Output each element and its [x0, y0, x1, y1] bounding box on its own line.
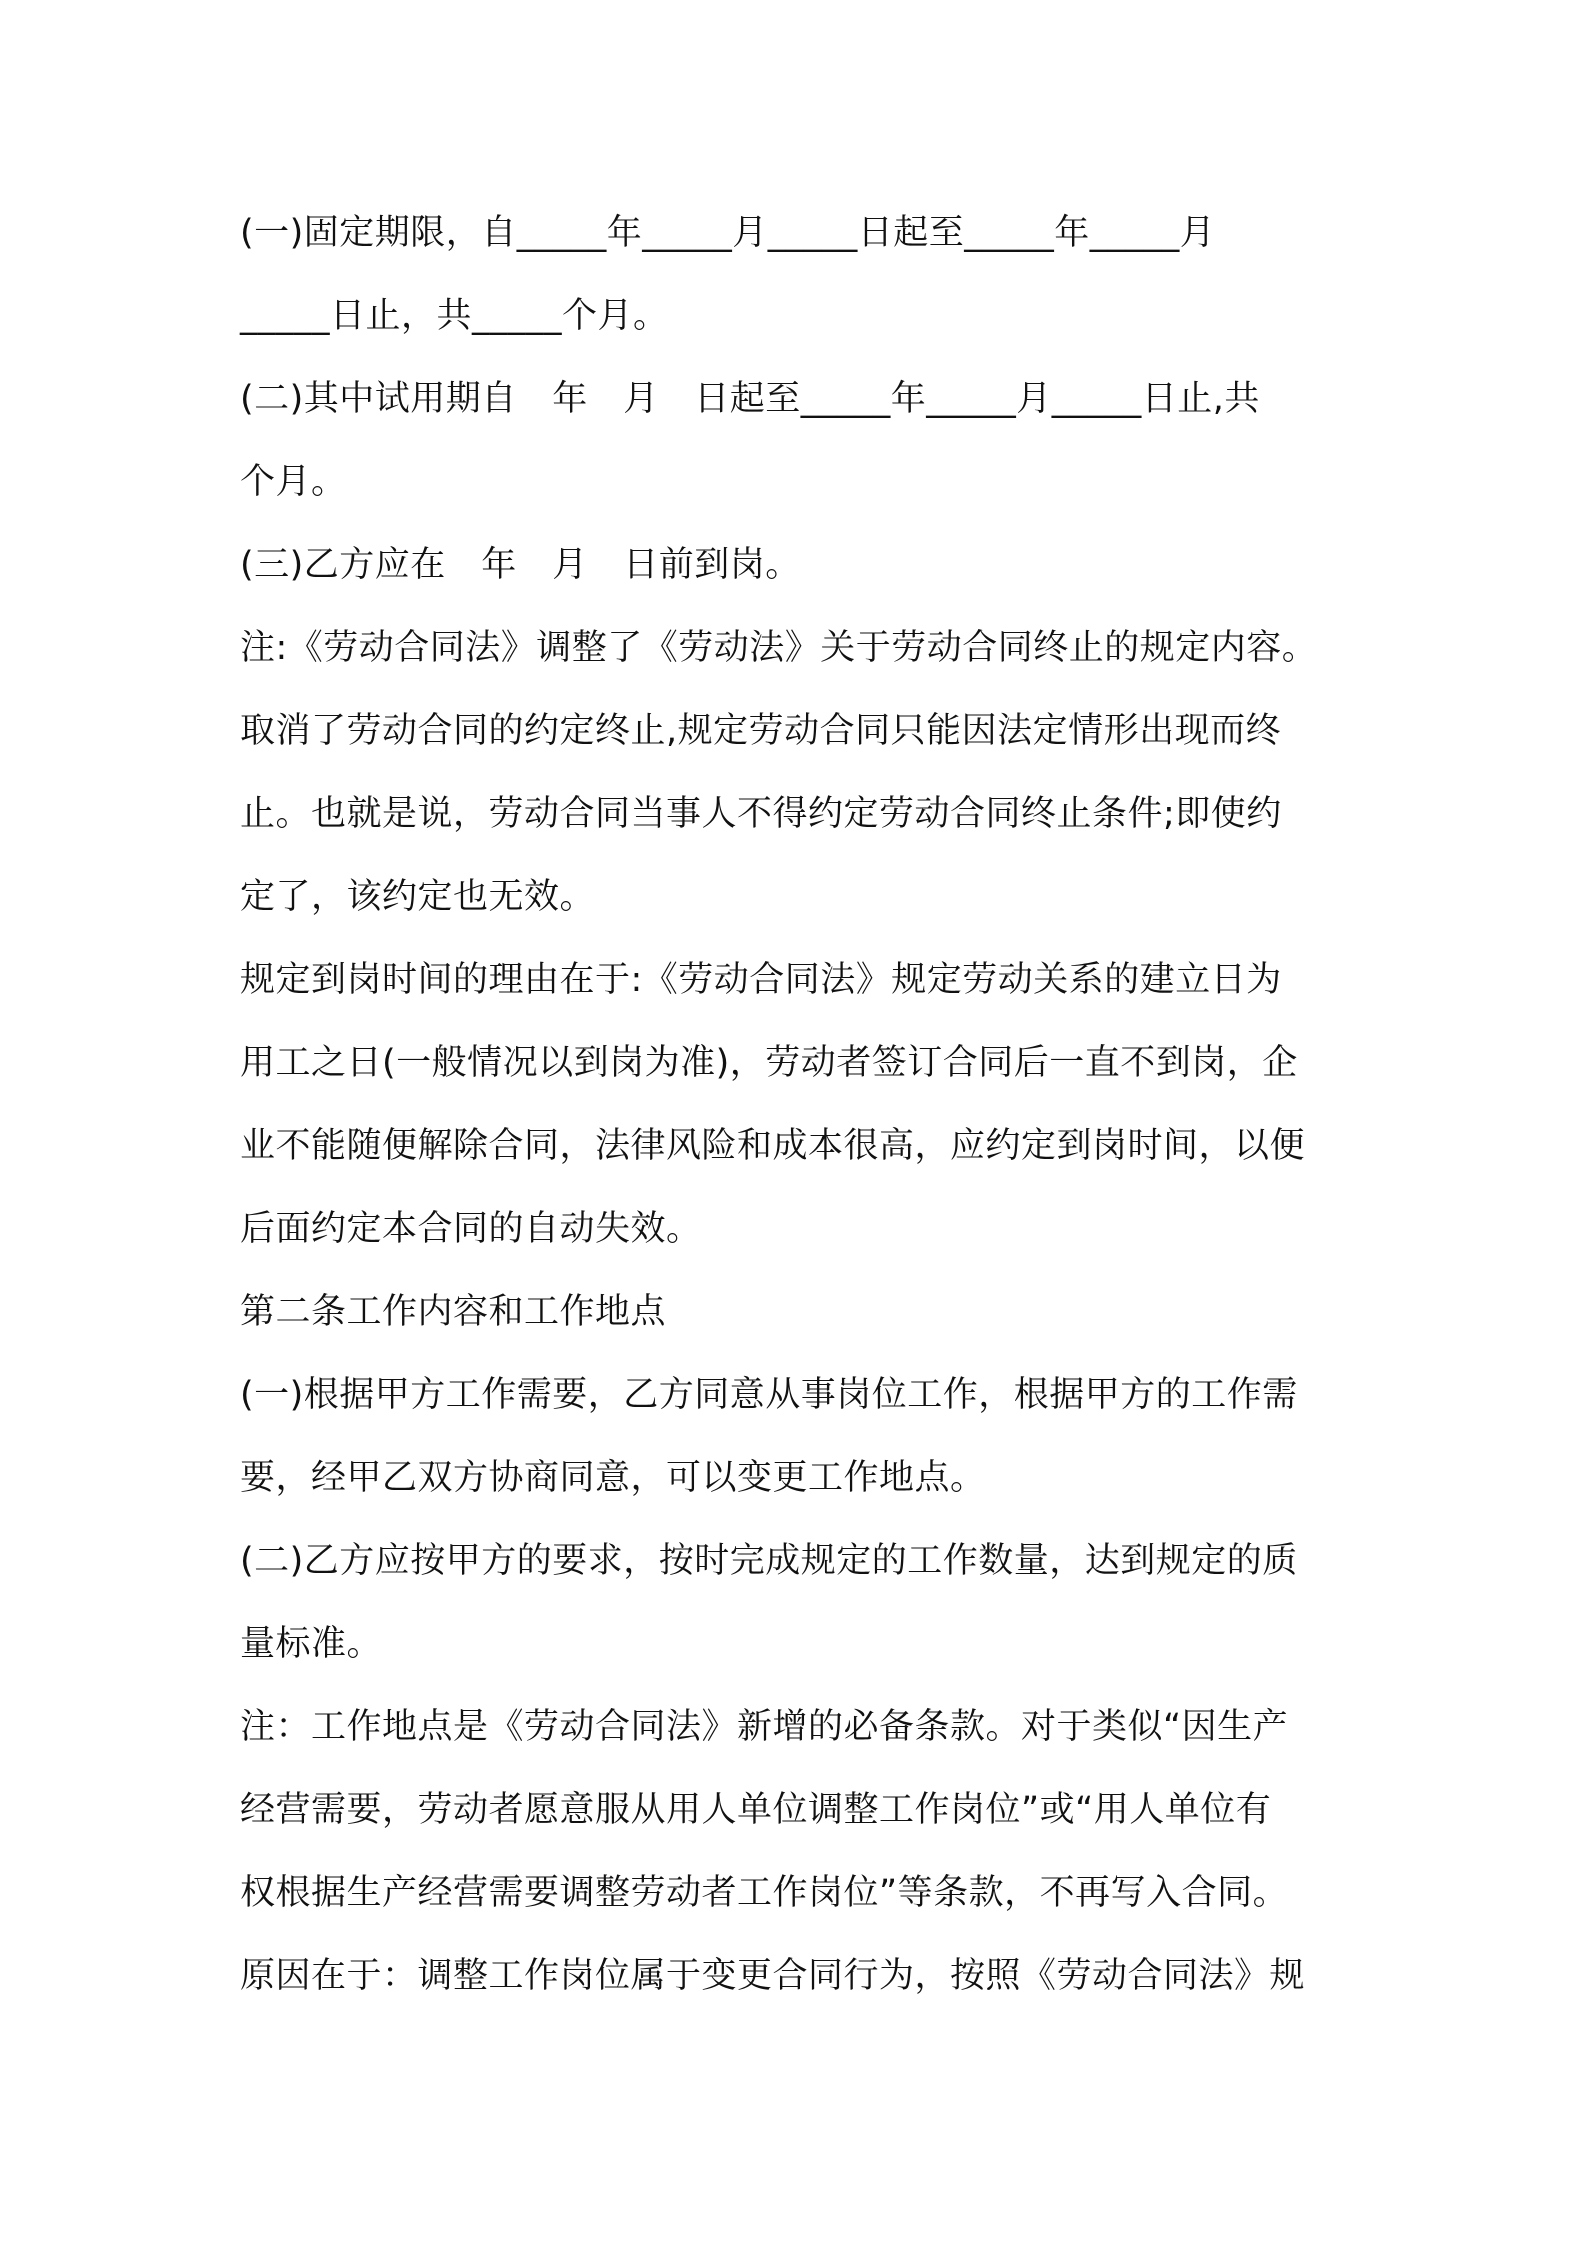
section-heading: 第二条工作内容和工作地点	[240, 1292, 667, 1332]
text-line: 原因在于：调整工作岗位属于变更合同行为，按照《劳动合同法》规	[240, 1956, 1306, 1996]
text-line: 取消了劳动合同的约定终止,规定劳动合同只能因法定情形出现而终	[240, 711, 1282, 751]
text-line: (一)根据甲方工作需要，乙方同意从事岗位工作，根据甲方的工作需	[240, 1375, 1298, 1415]
text-line: (二)乙方应按甲方的要求，按时完成规定的工作数量，达到规定的质	[240, 1541, 1298, 1581]
text-line: 定了，该约定也无效。	[240, 877, 596, 917]
text-line: 注：工作地点是《劳动合同法》新增的必备条款。对于类似“因生产	[240, 1707, 1289, 1747]
text-line: 权根据生产经营需要调整劳动者工作岗位”等条款，不再写入合同。	[240, 1873, 1289, 1913]
document-body	[240, 192, 1360, 2018]
text-line: 规定到岗时间的理由在于:《劳动合同法》规定劳动关系的建立日为	[240, 960, 1282, 1000]
text-line: 用工之日(一般情况以到岗为准)，劳动者签订合同后一直不到岗，企	[240, 1043, 1298, 1083]
text-line: (三)乙方应在 年 月 日前到岗。	[240, 545, 801, 585]
text-line: 止。也就是说，劳动合同当事人不得约定劳动合同终止条件;即使约	[240, 794, 1282, 834]
text-line: 量标准。	[240, 1624, 383, 1664]
text-line: 要，经甲乙双方协商同意，可以变更工作地点。	[240, 1458, 986, 1498]
text-line: (二)其中试用期自 年 月 日起至_____年_____月_____日止,共	[240, 379, 1260, 419]
text-line: (一)固定期限，自_____年_____月_____日起至_____年_____月	[240, 213, 1216, 253]
text-line: 注:《劳动合同法》调整了《劳动法》关于劳动合同终止的规定内容。	[240, 628, 1318, 668]
text-line: 业不能随便解除合同，法律风险和成本很高，应约定到岗时间，以便	[240, 1126, 1306, 1166]
text-line: 经营需要，劳动者愿意服从用人单位调整工作岗位”或“用人单位有	[240, 1790, 1272, 1830]
text-line: _____日止，共_____个月。	[240, 296, 669, 336]
text-line: 后面约定本合同的自动失效。	[240, 1209, 702, 1249]
text-line: 个月。	[240, 462, 347, 502]
